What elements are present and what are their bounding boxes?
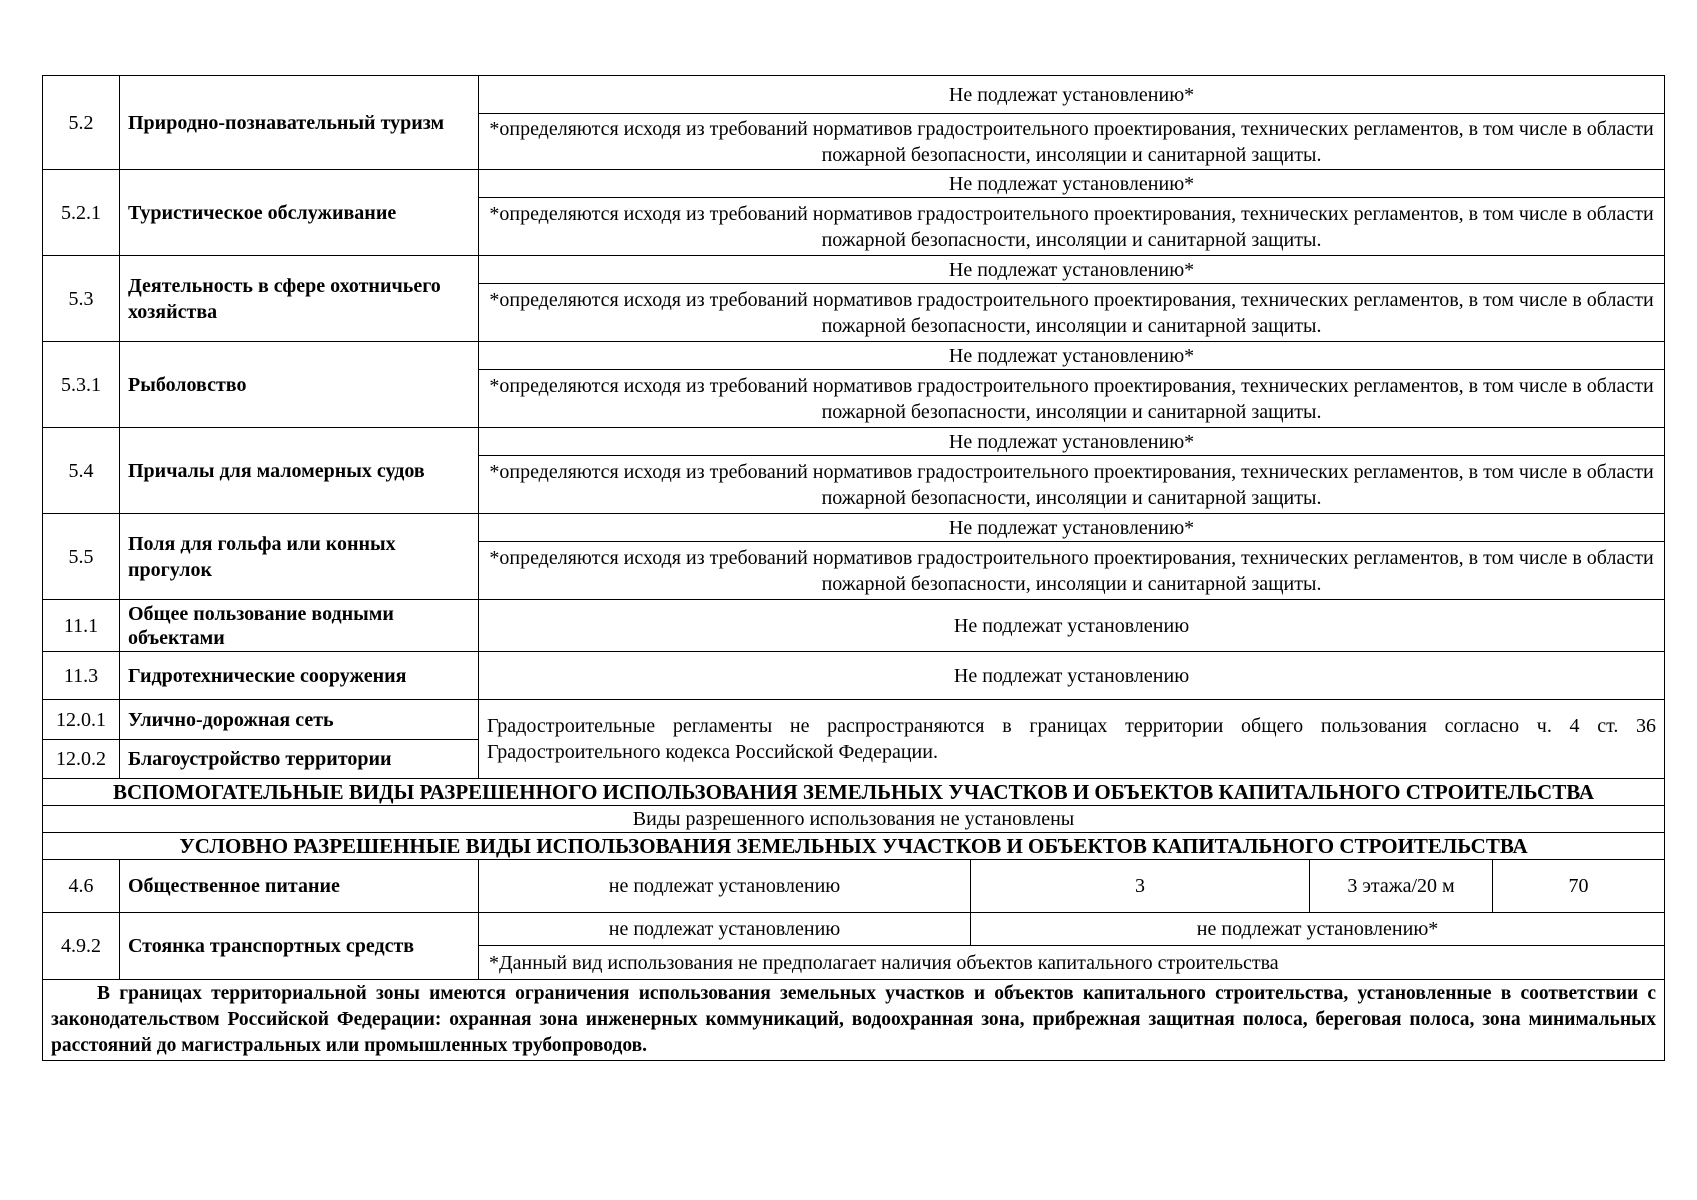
row-name: Гидротехнические сооружения <box>120 652 479 700</box>
row-code: 5.2.1 <box>43 170 120 256</box>
row-cell: не подлежат установлению* <box>971 913 1665 946</box>
table-row <box>43 170 1665 198</box>
row-code: 5.5 <box>43 514 120 600</box>
row-name: Деятельность в сфере охотничьего хозяйства <box>120 256 479 342</box>
row-note: *определяются исходя из требований нормативов градостроительного проектирования, технических регламентов, в том числе в области пожарной безопасности, инсоляции и санитарной защиты. <box>479 198 1665 256</box>
row-main-value: Не подлежат установлению* <box>479 170 1665 198</box>
row-main-value: Не подлежат установлению* <box>479 514 1665 542</box>
row-code: 12.0.1 <box>43 700 120 740</box>
table-row <box>43 76 1665 114</box>
row-name: Туристическое обслуживание <box>120 170 479 256</box>
table-row <box>43 600 1665 652</box>
row-main-value: Не подлежат установлению* <box>479 342 1665 370</box>
table-row <box>43 700 1665 740</box>
row-code: 11.1 <box>43 600 120 652</box>
row-code: 5.3.1 <box>43 342 120 428</box>
public-territory-text: Градостроительные регламенты не распространяются в границах территории общего пользования согласно ч. 4 ст. 36 Градостроительного кодекса Российской Федерации. <box>479 700 1665 779</box>
row-code: 5.2 <box>43 76 120 170</box>
auxiliary-section-value: Виды разрешенного использования не установлены <box>43 806 1665 833</box>
row-cell: 3 <box>971 860 1310 913</box>
row-code: 12.0.2 <box>43 740 120 779</box>
table-row <box>43 256 1665 284</box>
table-row <box>43 913 1665 946</box>
row-name: Природно-познавательный туризм <box>120 76 479 170</box>
section-heading-row <box>43 833 1665 860</box>
table-row <box>43 806 1665 833</box>
footer-note <box>43 980 1665 1061</box>
row-code: 4.9.2 <box>43 913 120 980</box>
row-code: 4.6 <box>43 860 120 913</box>
row-note: *определяются исходя из требований нормативов градостроительного проектирования, технических регламентов, в том числе в области пожарной безопасности, инсоляции и санитарной защиты. <box>479 456 1665 514</box>
row-main-value: Не подлежат установлению* <box>479 76 1665 114</box>
row-main-value: Не подлежат установлению* <box>479 256 1665 284</box>
row-note: *определяются исходя из требований нормативов градостроительного проектирования, технических регламентов, в том числе в области пожарной безопасности, инсоляции и санитарной защиты. <box>479 284 1665 342</box>
table-row <box>43 342 1665 370</box>
row-code: 5.3 <box>43 256 120 342</box>
row-name: Общее пользование водными объектами <box>120 600 479 652</box>
table-row <box>43 514 1665 542</box>
row-cell: 70 <box>1493 860 1665 913</box>
row-note: *определяются исходя из требований нормативов градостроительного проектирования, технических регламентов, в том числе в области пожарной безопасности, инсоляции и санитарной защиты. <box>479 114 1665 170</box>
row-main-value: Не подлежат установлению* <box>479 428 1665 456</box>
row-name: Улично-дорожная сеть <box>120 700 479 740</box>
row-name: Благоустройство территории <box>120 740 479 779</box>
table-row <box>43 860 1665 913</box>
footer-text: В границах территориальной зоны имеются ограничения использования земельных участков и объектов капитального строительства, установленные в соответствии с законодательством Российской Федерации: охранная зона инженерных коммуникаций, водоохранная зона, прибрежная защитная полоса, береговая полоса, зона минимальных расстояний до магистральных или промышленных трубопроводов. <box>51 983 1657 1056</box>
table-row <box>43 980 1665 1061</box>
row-name: Причалы для маломерных судов <box>120 428 479 514</box>
row-value: Не подлежат установлению <box>479 652 1665 700</box>
row-cell: не подлежат установлению <box>479 913 971 946</box>
row-note: *определяются исходя из требований нормативов градостроительного проектирования, технических регламентов, в том числе в области пожарной безопасности, инсоляции и санитарной защиты. <box>479 370 1665 428</box>
table-row <box>43 428 1665 456</box>
row-code: 11.3 <box>43 652 120 700</box>
section-heading-row <box>43 779 1665 806</box>
row-note: *Данный вид использования не предполагает наличия объектов капитального строительства <box>479 946 1665 980</box>
row-cell: не подлежат установлению <box>479 860 971 913</box>
regulations-table <box>42 75 1665 1061</box>
conditional-section-title: УСЛОВНО РАЗРЕШЕННЫЕ ВИДЫ ИСПОЛЬЗОВАНИЯ ЗЕМЕЛЬНЫХ УЧАСТКОВ И ОБЪЕКТОВ КАПИТАЛЬНОГО СТРОИТЕЛЬСТВА <box>43 833 1665 860</box>
row-cell: 3 этажа/20 м <box>1310 860 1493 913</box>
auxiliary-section-title: ВСПОМОГАТЕЛЬНЫЕ ВИДЫ РАЗРЕШЕННОГО ИСПОЛЬЗОВАНИЯ ЗЕМЕЛЬНЫХ УЧАСТКОВ И ОБЪЕКТОВ КАПИТАЛЬНОГО СТРОИТЕЛЬСТВА <box>43 779 1665 806</box>
row-name: Общественное питание <box>120 860 479 913</box>
row-note: *определяются исходя из требований нормативов градостроительного проектирования, технических регламентов, в том числе в области пожарной безопасности, инсоляции и санитарной защиты. <box>479 542 1665 600</box>
row-name: Поля для гольфа или конных прогулок <box>120 514 479 600</box>
row-value: Не подлежат установлению <box>479 600 1665 652</box>
row-code: 5.4 <box>43 428 120 514</box>
row-name: Рыболовство <box>120 342 479 428</box>
table-row <box>43 652 1665 700</box>
row-name: Стоянка транспортных средств <box>120 913 479 980</box>
